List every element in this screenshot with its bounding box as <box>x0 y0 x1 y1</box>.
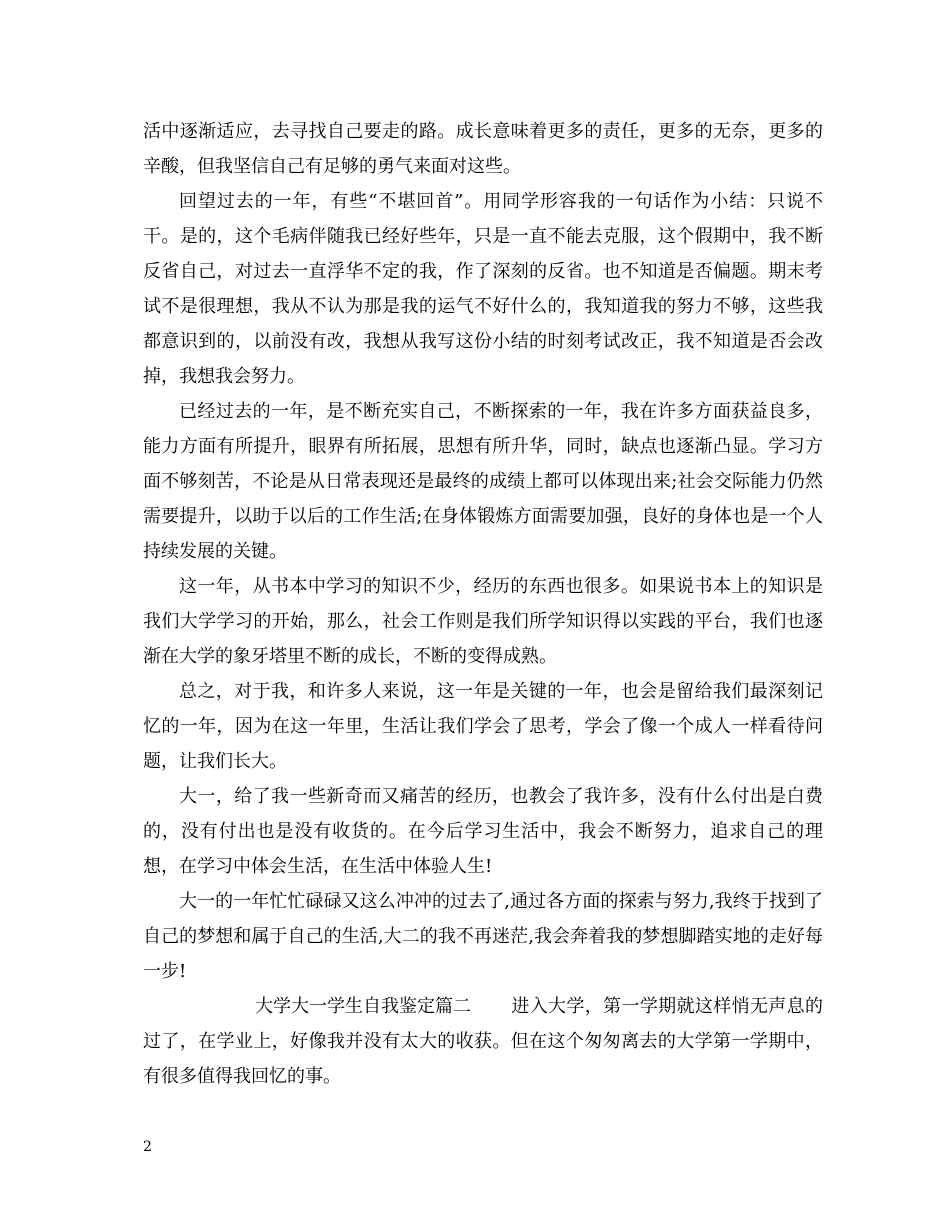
paragraph-continuation: 活中逐渐适应，去寻找自己要走的路。成长意味着更多的责任，更多的无奈，更多的辛酸，但我坚信自己有足够的勇气来面对这些。 <box>143 121 823 177</box>
section-two <box>143 989 823 1094</box>
section-title: 大学大一学生自我鉴定篇二 <box>255 996 471 1017</box>
paragraph-knowledge: 这一年，从书本中学习的知识不少，经历的东西也很多。如果说书本上的知识是我们大学学习的开始，那么，社会工作则是我们所学知识得以实践的平台，我们也逐渐在大学的象牙塔里不断的成长，不断的变得成熟。 <box>143 576 823 667</box>
paragraph-freshman-year: 大一的一年忙忙碌碌又这么冲冲的过去了,通过各方面的探索与努力,我终于找到了自己的梦想和属于自己的生活,大二的我不再迷茫,我会奔着我的梦想脚踏实地的走好每一步! <box>143 891 823 982</box>
paragraph-summary: 总之，对于我，和许多人来说，这一年是关键的一年，也会是留给我们最深刻记忆的一年，因为在这一年里，生活让我们学会了思考，学会了像一个成人一样看待问题，让我们长大。 <box>143 681 823 772</box>
paragraph-looking-back: 回望过去的一年，有些“不堪回首”。用同学形容我的一句话作为小结：只说不干。是的，这个毛病伴随我已经好些年，只是一直不能去克服，这个假期中，我不断反省自己，对过去一直浮华不定的我，作了深刻的反省。也不知道是否偏题。期末考试不是很理想，我从不认为那是我的运气不好什么的，我知道我的努力不够，这些我都意识到的，以前没有改，我想从我写这份小结的时刻考试改正，我不知道是否会改掉，我想我会努力。 <box>143 191 823 387</box>
page-number: 2 <box>143 1139 152 1155</box>
paragraph-past-year: 已经过去的一年，是不断充实自己，不断探索的一年，我在许多方面获益良多，能力方面有所提升，眼界有所拓展，思想有所升华，同时，缺点也逐渐凸显。学习方面不够刻苦，不论是从日常表现还是最终的成绩上都可以体现出来;社会交际能力仍然需要提升，以助于以后的工作生活;在身体锻炼方面需要加强，良好的身体也是一个人持续发展的关键。 <box>143 401 823 562</box>
paragraph-freshman-experience: 大一，给了我一些新奇而又痛苦的经历，也教会了我许多，没有什么付出是白费的，没有付出也是没有收货的。在今后学习生活中，我会不断努力，追求自己的理想，在学习中体会生活，在生活中体验人生! <box>143 786 823 877</box>
section-text: 进入大学，第一学期就这样悄无声息的过了，在学业上，好像我并没有太大的收获。但在这个匆匆离去的大学第一学期中，有很多值得我回忆的事。 <box>143 996 823 1087</box>
document-body <box>143 114 823 1094</box>
